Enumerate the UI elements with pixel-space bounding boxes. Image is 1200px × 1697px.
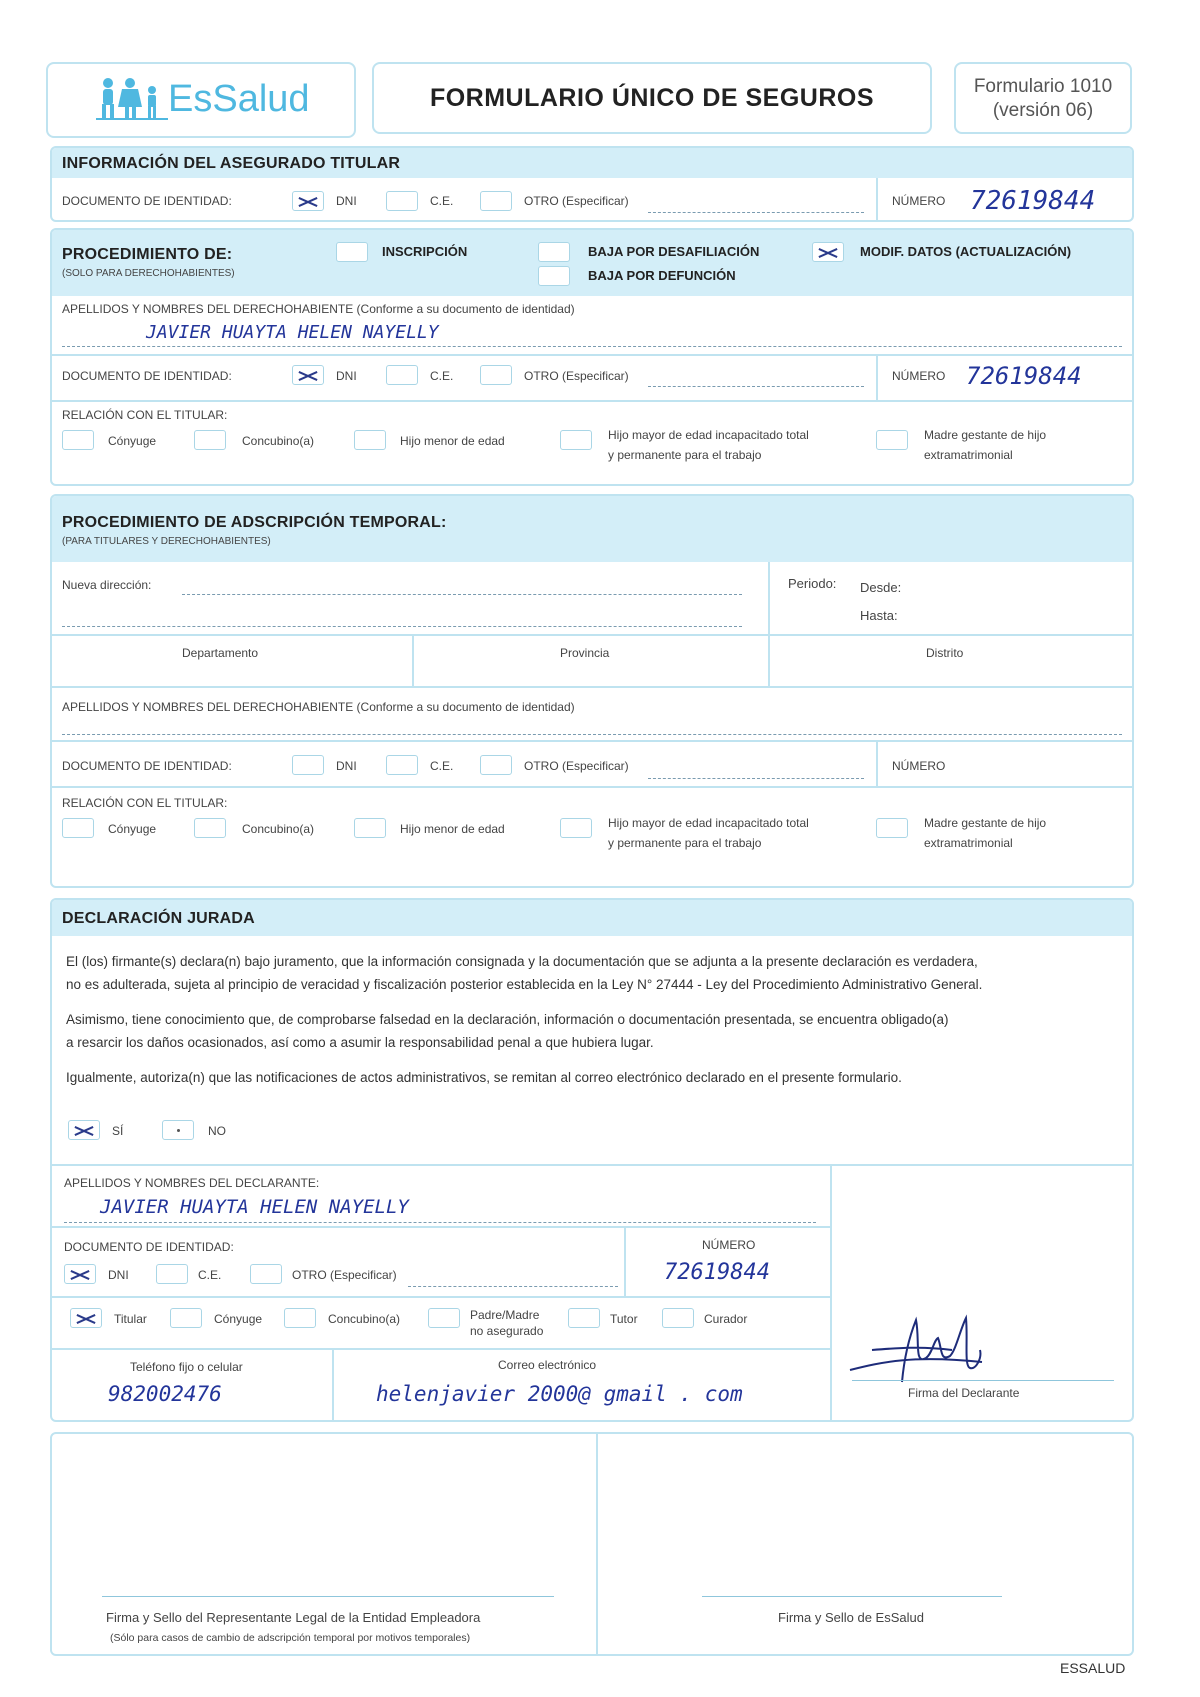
proc-hijo-mayor-label-2: y permanente para el trabajo — [608, 448, 762, 462]
notificacion-si-label: SÍ — [112, 1124, 124, 1138]
proc-relacion-label: RELACIÓN CON EL TITULAR: — [62, 408, 228, 422]
family-logo-icon — [96, 76, 168, 122]
firma-representante-label: Firma y Sello del Representante Legal de la Entidad Empleadora — [106, 1610, 481, 1625]
proc-madre-label-2: extramatrimonial — [924, 448, 1013, 462]
declaracion-header — [52, 900, 1132, 936]
proc-otro-line — [648, 386, 864, 387]
inscripcion-label: INSCRIPCIÓN — [382, 244, 468, 259]
proc-madre-checkbox[interactable] — [876, 430, 908, 450]
declaracion-section — [50, 898, 1134, 1422]
declaracion-p2-line2: a resarcir los daños ocasionados, así como a asumir la responsabilidad penal a que hubiera lugar. — [66, 1035, 654, 1050]
adscripcion-subtitle: (PARA TITULARES Y DERECHOHABIENTES) — [62, 536, 271, 547]
adsc-dni-checkbox[interactable] — [292, 755, 324, 775]
titular-section — [50, 146, 1134, 222]
decl-otro-label: OTRO (Especificar) — [292, 1268, 397, 1282]
adscripcion-section — [50, 494, 1134, 888]
decl-curador-checkbox[interactable] — [662, 1308, 694, 1328]
decl-tutor-label: Tutor — [610, 1312, 638, 1326]
derechohabiente-nombres-value[interactable]: JAVIER HUAYTA HELEN NAYELLY — [146, 322, 439, 343]
telefono-label: Teléfono fijo o celular — [130, 1360, 243, 1374]
proc-conyuge-label: Cónyuge — [108, 434, 157, 448]
procedimiento-title: PROCEDIMIENTO DE: — [62, 246, 233, 263]
adsc-ce-checkbox[interactable] — [386, 755, 418, 775]
titular-otro-line — [648, 212, 864, 213]
adsc-hijo-mayor-label-1: Hijo mayor de edad incapacitado total — [608, 816, 809, 830]
provincia-label: Provincia — [560, 646, 610, 660]
procedimiento-section — [50, 228, 1134, 486]
form-version: (versión 06) — [992, 100, 1094, 121]
periodo-label: Periodo: — [788, 576, 837, 591]
decl-padre-label-1: Padre/Madre — [470, 1308, 540, 1322]
adscripcion-title: PROCEDIMIENTO DE ADSCRIPCIÓN TEMPORAL: — [62, 514, 447, 531]
notificacion-si-checkbox[interactable] — [68, 1120, 100, 1140]
proc-concubino-checkbox[interactable] — [194, 430, 226, 450]
adsc-dni-label: DNI — [336, 759, 357, 773]
decl-dni-label: DNI — [108, 1268, 129, 1282]
baja-desafiliacion-label: BAJA POR DESAFILIACIÓN — [588, 244, 760, 259]
form-title: FORMULARIO ÚNICO DE SEGUROS — [429, 84, 875, 112]
adsc-nombres-label: APELLIDOS Y NOMBRES DEL DERECHOHABIENTE (Conforme a su documento de identidad) — [62, 700, 575, 714]
proc-numero-divider — [876, 354, 878, 400]
adsc-divider-1 — [52, 634, 1132, 636]
adsc-madre-label-2: extramatrimonial — [924, 836, 1013, 850]
proc-dni-checkbox[interactable] — [292, 365, 324, 385]
adsc-numero-label: NÚMERO — [892, 759, 946, 773]
inscripcion-checkbox[interactable] — [336, 242, 368, 262]
titular-section-title: INFORMACIÓN DEL ASEGURADO TITULAR — [62, 155, 401, 172]
nueva-direccion-line-1 — [182, 594, 742, 595]
proc-doc-label: DOCUMENTO DE IDENTIDAD: — [62, 369, 232, 383]
baja-desafiliacion-checkbox[interactable] — [538, 242, 570, 262]
adsc-otro-checkbox[interactable] — [480, 755, 512, 775]
decl-padre-checkbox[interactable] — [428, 1308, 460, 1328]
baja-defuncion-label: BAJA POR DEFUNCIÓN — [588, 268, 736, 283]
logo-text: EsSalud — [168, 78, 310, 120]
proc-concubino-label: Concubino(a) — [242, 434, 315, 448]
decl-curador-label: Curador — [704, 1312, 748, 1326]
adsc-hijo-mayor-label-2: y permanente para el trabajo — [608, 836, 762, 850]
telefono-value[interactable]: 982002476 — [108, 1382, 222, 1406]
proc-ce-checkbox[interactable] — [386, 365, 418, 385]
desde-label: Desde: — [860, 580, 902, 595]
procedimiento-header — [52, 230, 1132, 296]
titular-otro-checkbox[interactable] — [480, 191, 512, 211]
titular-ce-label: C.E. — [430, 194, 454, 208]
proc-hijo-mayor-label-1: Hijo mayor de edad incapacitado total — [608, 428, 809, 442]
titular-numero-value[interactable]: 72619844 — [970, 186, 1096, 216]
titular-dni-checkbox[interactable] — [292, 191, 324, 211]
decl-divider-4 — [52, 1348, 830, 1350]
decl-conyuge-label: Cónyuge — [214, 1312, 263, 1326]
titular-numero-divider — [876, 178, 878, 222]
adsc-ce-label: C.E. — [430, 759, 454, 773]
departamento-divider — [412, 634, 414, 686]
proc-divider-1 — [52, 354, 1132, 356]
declaracion-p3: Igualmente, autoriza(n) que las notificaciones de actos administrativos, se remitan al correo electrónico declarado en el presente formulario. — [66, 1070, 902, 1085]
declaracion-p2-line1: Asimismo, tiene conocimiento que, de comprobarse falsedad en la declaración, información o documentación presentada, se encuentra obligado(a) — [66, 1012, 949, 1027]
decl-divider-1 — [52, 1164, 1132, 1166]
decl-conyuge-checkbox[interactable] — [170, 1308, 202, 1328]
firma-representante-line — [102, 1596, 554, 1597]
proc-otro-checkbox[interactable] — [480, 365, 512, 385]
adsc-madre-label-1: Madre gestante de hijo — [924, 816, 1047, 830]
decl-titular-label: Titular — [114, 1312, 147, 1326]
notificacion-no-checkbox[interactable] — [162, 1120, 194, 1140]
declarante-signature — [842, 1310, 992, 1390]
firma-representante-note: (Sólo para casos de cambio de adscripción temporal por motivos temporales) — [110, 1632, 471, 1644]
modif-datos-checkbox[interactable] — [812, 242, 844, 262]
adsc-concubino-checkbox[interactable] — [194, 818, 226, 838]
firma-essalud-line — [702, 1596, 1002, 1597]
distrito-label: Distrito — [926, 646, 964, 660]
declarante-line — [64, 1222, 816, 1223]
proc-madre-label-1: Madre gestante de hijo — [924, 428, 1047, 442]
decl-titular-checkbox[interactable] — [70, 1308, 102, 1328]
departamento-label: Departamento — [182, 646, 259, 660]
adsc-divider-3 — [52, 740, 1132, 742]
decl-tutor-checkbox[interactable] — [568, 1308, 600, 1328]
adsc-madre-checkbox[interactable] — [876, 818, 908, 838]
proc-hijo-menor-label: Hijo menor de edad — [400, 434, 505, 448]
declaracion-title: DECLARACIÓN JURADA — [62, 910, 255, 927]
proc-otro-label: OTRO (Especificar) — [524, 369, 629, 383]
adsc-otro-line — [648, 778, 864, 779]
decl-otro-line — [408, 1286, 618, 1287]
adsc-hijo-menor-checkbox[interactable] — [354, 818, 386, 838]
adsc-concubino-label: Concubino(a) — [242, 822, 315, 836]
proc-hijo-menor-checkbox[interactable] — [354, 430, 386, 450]
periodo-divider — [768, 562, 770, 686]
proc-conyuge-checkbox[interactable] — [62, 430, 94, 450]
nueva-direccion-line-2 — [62, 626, 742, 627]
procedimiento-subtitle: (SOLO PARA DERECHOHABIENTES) — [62, 268, 235, 279]
titular-doc-label: DOCUMENTO DE IDENTIDAD: — [62, 194, 232, 208]
proc-numero-label: NÚMERO — [892, 369, 946, 383]
logo-box — [46, 62, 356, 138]
declarante-value[interactable]: JAVIER HUAYTA HELEN NAYELLY — [100, 1196, 409, 1218]
decl-numero-label: NÚMERO — [702, 1238, 756, 1252]
adsc-divider-4 — [52, 786, 1132, 788]
adsc-conyuge-checkbox[interactable] — [62, 818, 94, 838]
correo-label: Correo electrónico — [498, 1358, 597, 1372]
titular-numero-label: NÚMERO — [892, 194, 946, 208]
adsc-numero-divider — [876, 740, 878, 786]
decl-ce-checkbox[interactable] — [156, 1264, 188, 1284]
decl-numero-divider — [624, 1226, 626, 1296]
proc-hijo-mayor-checkbox[interactable] — [560, 430, 592, 450]
adsc-doc-label: DOCUMENTO DE IDENTIDAD: — [62, 759, 232, 773]
proc-numero-value[interactable]: 72619844 — [966, 362, 1082, 390]
proc-divider-2 — [52, 400, 1132, 402]
adsc-divider-2 — [52, 686, 1132, 688]
decl-ce-label: C.E. — [198, 1268, 222, 1282]
adscripcion-header — [52, 496, 1132, 562]
decl-doc-label: DOCUMENTO DE IDENTIDAD: — [64, 1240, 234, 1254]
firmas-section — [50, 1432, 1134, 1656]
derechohabiente-nombres-label: APELLIDOS Y NOMBRES DEL DERECHOHABIENTE (Conforme a su documento de identidad) — [62, 302, 575, 316]
firmas-divider — [596, 1434, 598, 1656]
decl-numero-value[interactable]: 72619844 — [664, 1260, 770, 1285]
adsc-hijo-menor-label: Hijo menor de edad — [400, 822, 505, 836]
decl-padre-label-2: no asegurado — [470, 1324, 544, 1338]
proc-dni-label: DNI — [336, 369, 357, 383]
notificacion-no-label: NO — [208, 1124, 226, 1138]
adsc-hijo-mayor-checkbox[interactable] — [560, 818, 592, 838]
correo-value[interactable]: helenjavier 2000@ gmail . com — [376, 1382, 743, 1406]
nueva-direccion-label: Nueva dirección: — [62, 578, 152, 592]
baja-defuncion-checkbox[interactable] — [538, 266, 570, 286]
modif-datos-label: MODIF. DATOS (ACTUALIZACIÓN) — [860, 244, 1072, 259]
firma-declarante-line — [852, 1380, 1114, 1381]
adsc-conyuge-label: Cónyuge — [108, 822, 157, 836]
adsc-otro-label: OTRO (Especificar) — [524, 759, 629, 773]
titular-header — [52, 148, 1132, 178]
proc-ce-label: C.E. — [430, 369, 454, 383]
decl-divider-2 — [52, 1226, 830, 1228]
hasta-label: Hasta: — [860, 608, 898, 623]
telefono-divider — [332, 1348, 334, 1422]
firma-essalud-label: Firma y Sello de EsSalud — [778, 1610, 924, 1625]
titular-dni-label: DNI — [336, 194, 357, 208]
decl-otro-checkbox[interactable] — [250, 1264, 282, 1284]
titular-ce-checkbox[interactable] — [386, 191, 418, 211]
footer-brand: ESSALUD — [1060, 1660, 1126, 1676]
decl-concubino-label: Concubino(a) — [328, 1312, 401, 1326]
derechohabiente-nombres-line — [62, 346, 1122, 347]
decl-divider-3 — [52, 1296, 830, 1298]
decl-dni-checkbox[interactable] — [64, 1264, 96, 1284]
decl-concubino-checkbox[interactable] — [284, 1308, 316, 1328]
firma-declarante-label: Firma del Declarante — [908, 1386, 1020, 1400]
titular-otro-label: OTRO (Especificar) — [524, 194, 629, 208]
form-code: Formulario 1010 — [973, 76, 1113, 97]
declaracion-p1-line1: El (los) firmante(s) declara(n) bajo juramento, que la información consignada y la documentación que se adjunta a la presente declaración es verdadera, — [66, 954, 978, 969]
adsc-relacion-label: RELACIÓN CON EL TITULAR: — [62, 796, 228, 810]
form-code-box — [954, 62, 1132, 134]
title-box — [372, 62, 932, 134]
declaracion-p1-line2: no es adulterada, sujeta al principio de veracidad y fiscalización posterior establecida en la Ley N° 27444 - Ley del Procedimiento Administrativo General. — [66, 977, 983, 992]
decl-firma-divider — [830, 1164, 832, 1422]
declarante-label: APELLIDOS Y NOMBRES DEL DECLARANTE: — [64, 1176, 320, 1190]
adsc-nombres-line — [62, 734, 1122, 735]
